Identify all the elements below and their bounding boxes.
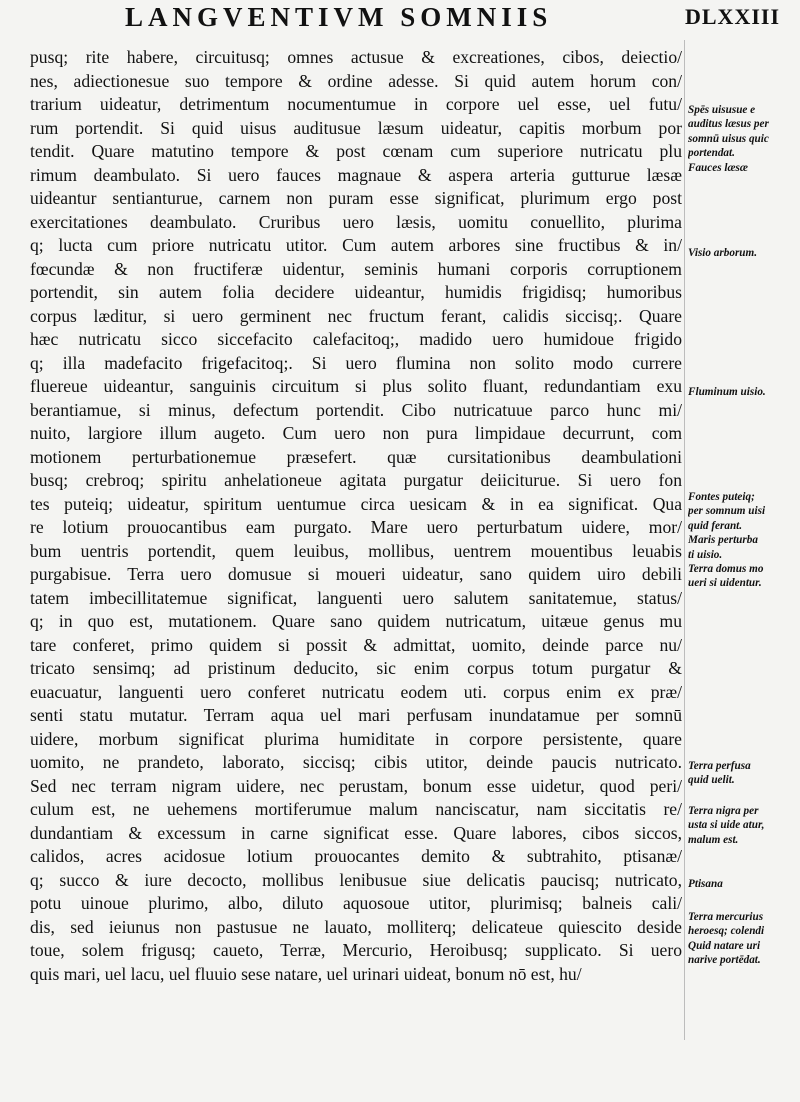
text-line: portendit, sin autem folia decidere uideantur, humidis frigidisq; humoribus	[30, 282, 682, 302]
text-line: tricato sensimq; ad pristinum deducito, sic enim corpus totum purgatur &	[30, 658, 682, 678]
text-line: bum uentris portendit, quem leuibus, mollibus, uentrem mouentibus leuabis	[30, 540, 682, 561]
text-line: exercitationes deambulato. Cruribus uero læsis, uomitu conuellito, plurima	[30, 211, 682, 232]
text-line: q; in quo est, mutationem. Quare sano quidem nutricatum, uitæue genus mu	[30, 611, 682, 631]
margin-note-fluminum: Fluminum uisio.	[688, 386, 766, 398]
text-line: toue, solem frigusq; caueto, Terræ, Mercurio, Heroibusq; supplicato. Si uero	[30, 940, 682, 960]
text-line: q; illa madefacito frigefacitoq;. Si uero flumina non solito modo currere	[30, 352, 682, 373]
margin-note-ptisana: Ptisana	[688, 878, 723, 890]
text-line: hæc nutricatu sicco siccefacito calefacitoq;, madido uero humidoue frigido	[30, 329, 682, 349]
text-line: motionem perturbationemue præsefert. quæ cursitationibus deambulationi	[30, 446, 682, 467]
text-line: tendit. Quare matutino tempore & post cœnam cum superiore nutricatu plu	[30, 141, 682, 161]
text-line: re lotium prouocantibus eam purgato. Mare uero perturbatum uidere, mor/	[30, 517, 682, 537]
column-rule	[684, 40, 685, 1040]
margin-note-fontes: Fontes puteiq; per somnum uisi quid ferant. Maris perturba ti uisio. Terra domus mo ueri si uidentur.	[688, 491, 766, 590]
text-line: nuito, largiore illum augeto. Cum uero non pura limpidaue decurrunt, com	[30, 423, 682, 443]
text-line: tare conferet, primo quidem si possit & admittat, uomito, deinde parce nu/	[30, 634, 682, 655]
text-line: uideantur sentianturue, carnem non puram esse significat, plurimum ergo post	[30, 188, 682, 208]
text-line: purgabisue. Terra uero domusue si moueri uideatur, sano quidem uiro debili	[30, 564, 682, 584]
text-line: Sed nec terram nigram uidere, nec perustam, bonum esse uidetur, quod peri/	[30, 775, 682, 796]
main-text-block	[30, 46, 682, 986]
text-line: tes puteiq; uideatur, spiritum uentumue circa uesicam & in ea significat. Qua	[30, 493, 682, 514]
text-line: corpus læditur, si uero germinent nec fructum ferant, calidis siccisq;. Quare	[30, 305, 682, 326]
text-line: q; lucta cum priore nutricatu utitor. Cum autem arbores sine fructibus & in/	[30, 235, 682, 255]
text-line: culum est, ne uehemens mortiferumue malum nanciscatur, nam siccitatis re/	[30, 799, 682, 819]
margin-note-spes: Spēs uisusue e auditus læsus per somnū uisus quic portendat. Fauces læsæ	[688, 104, 769, 174]
text-line: busq; crebroq; spiritu anhelationeue agitata purgatur deiiciturue. Si uero fon	[30, 470, 682, 490]
folio-number: DLXXIII	[685, 4, 781, 29]
text-line: nes, adiectionesue suo tempore & ordine adesse. Si quid autem horum con/	[30, 70, 682, 91]
running-title: LANGVENTIVM SOMNIIS	[125, 2, 553, 32]
text-line: pusq; rite habere, circuitusq; omnes actusue & excreationes, cibos, deiectio/	[30, 47, 682, 67]
text-line: berantiamue, si minus, defectum portendit. Cibo nutricatuue parco hunc mi/	[30, 399, 682, 420]
text-line: uomito, ne prandeto, laborato, siccisq; cibis utitor, deinde paucis nutricato.	[30, 752, 682, 772]
margin-note-terra-nigra: Terra nigra per usta si uide atur, malum est.	[688, 805, 765, 846]
margin-note-terra-mercurius: Terra mercurius heroesq; colendi Quid natare uri narive portēdat.	[688, 911, 765, 967]
text-line: rimum deambulato. Si uero fauces magnaue & aspera arteria gutturue læsæ	[30, 164, 682, 185]
margin-note-terra-perfusa: Terra perfusa quid uelit.	[688, 760, 751, 787]
text-line: potu uinoue plurimo, albo, diluto aquosoue utitor, plurimisq; balneis cali/	[30, 893, 682, 913]
text-line: q; succo & iure decocto, mollibus lenibusue siue delicatis paucisq; nutricato,	[30, 869, 682, 890]
text-line: tatem imbecillitatemue significat, languenti uero salutem sanitatemue, status/	[30, 587, 682, 608]
text-line: dis, sed ieiunus non pastusue ne lauato, molliterq; delicateue quiescito deside	[30, 916, 682, 937]
text-line: uidere, morbum significat plurima humiditate in corpore persistente, quare	[30, 728, 682, 749]
text-line: senti statu mutatur. Terram aqua uel mari perfusam inundatamue per somnū	[30, 705, 682, 725]
text-line: fluereue uideantur, sanguinis circuitum si plus solito fluant, redundantiam exu	[30, 376, 682, 396]
margin-note-arborum: Visio arborum.	[688, 247, 758, 259]
text-line: trarium uideatur, detrimentum nocumentumue in corpore uel esse, uel futu/	[30, 94, 682, 114]
marginal-notes	[688, 0, 800, 1102]
text-line: dundantiam & excessum in carne significat esse. Quare labores, cibos siccos,	[30, 822, 682, 843]
text-line: calidos, acres acidosue lotium prouocantes demito & subtrahito, ptisanæ/	[30, 846, 682, 866]
text-line: quis mari, uel lacu, uel fluuio sese natare, uel urinari uideat, bonum nō est, hu/	[30, 963, 582, 984]
text-line: rum portendit. Si quid uisus auditusue læsum uideatur, capitis morbum por	[30, 117, 682, 138]
text-line: fœcundæ & non fructiferæ uidentur, seminis humani corporis corruptionem	[30, 258, 682, 279]
text-line: euacuatur, languenti uero conferet nutricatu eodem uti. corpus enim ex præ/	[30, 681, 682, 702]
